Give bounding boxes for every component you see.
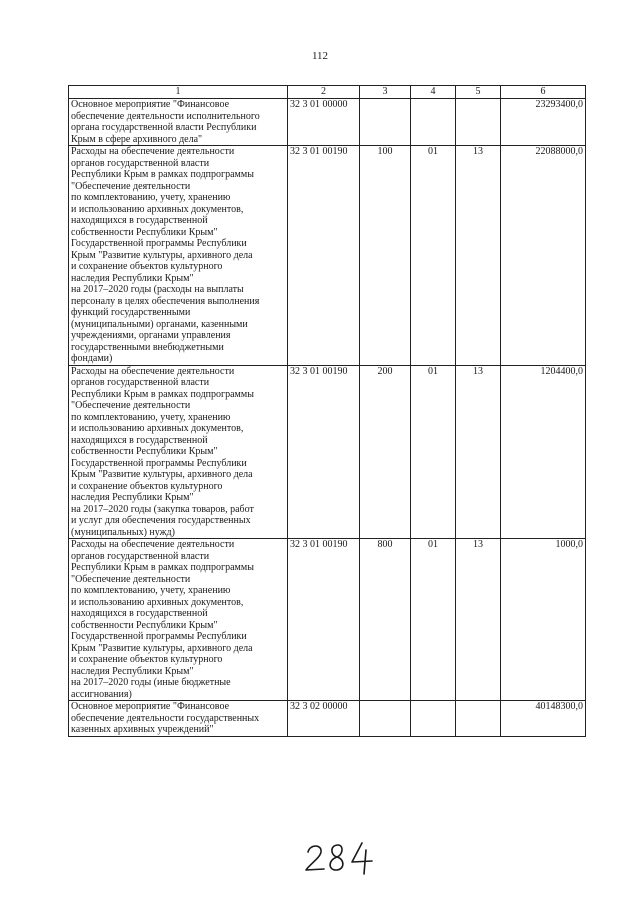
row-amount: 1000,0 <box>501 539 586 701</box>
table-row <box>69 365 586 539</box>
row-subsection: 13 <box>456 539 501 701</box>
table-row <box>69 701 586 737</box>
row-name-cell <box>69 365 288 539</box>
row-subsection <box>456 701 501 737</box>
header-cell-4: 4 <box>411 86 456 99</box>
row-expense-type <box>360 701 411 737</box>
table-row <box>69 146 586 366</box>
row-expense-type: 200 <box>360 365 411 539</box>
table-header-row <box>69 86 586 99</box>
row-name-cell <box>69 539 288 701</box>
row-amount: 40148300,0 <box>501 701 586 737</box>
row-code: 32 3 01 00190 <box>288 146 360 366</box>
budget-table <box>68 85 586 737</box>
row-name-cell <box>69 701 288 737</box>
header-cell-5: 5 <box>456 86 501 99</box>
row-name: Расходы на обеспечение деятельности органов государственной власти Республики Крым в рамках подпрограммы "Обеспечение деятельности по комплектованию, учету, хранению и использованию архивных документов, находящихся в государственной собственности Республики Крым" Государственной программы Республики Крым "Развитие культуры, архивного дела и сохранение объектов культурного наследия Республики Крым" на 2017–2020 годы (расходы на выплаты персоналу в целях обеспечения выполнения функций государственными (муниципальными) органами, казенными учреждениями, органами управления государственными внебюджетными фондами) <box>71 146 260 364</box>
row-section: 01 <box>411 146 456 366</box>
table-row <box>69 99 586 146</box>
row-name: Расходы на обеспечение деятельности органов государственной власти Республики Крым в рамках подпрограммы "Обеспечение деятельности по комплектованию, учету, хранению и использованию архивных документов, находящихся в государственной собственности Республики Крым" Государственной программы Республики Крым "Развитие культуры, архивного дела и сохранение объектов культурного наследия Республики Крым" на 2017–2020 годы (иные бюджетные ассигнования) <box>71 539 254 700</box>
header-cell-1: 1 <box>69 86 288 99</box>
row-section <box>411 99 456 146</box>
handwritten-page-number <box>300 838 380 878</box>
row-code: 32 3 01 00000 <box>288 99 360 146</box>
row-subsection: 13 <box>456 146 501 366</box>
row-expense-type: 800 <box>360 539 411 701</box>
table-row <box>69 539 586 701</box>
header-cell-2: 2 <box>288 86 360 99</box>
row-subsection: 13 <box>456 365 501 539</box>
header-cell-6: 6 <box>501 86 586 99</box>
row-amount: 23293400,0 <box>501 99 586 146</box>
row-name: Основное мероприятие "Финансовое обеспечение деятельности исполнительного органа государственной власти Республики Крым в сфере архивного дела" <box>71 99 260 145</box>
row-name: Расходы на обеспечение деятельности органов государственной власти Республики Крым в рамках подпрограммы "Обеспечение деятельности по комплектованию, учету, хранению и использованию архивных документов, находящихся в государственной собственности Республики Крым" Государственной программы Республики Крым "Развитие культуры, архивного дела и сохранение объектов культурного наследия Республики Крым" на 2017–2020 годы (закупка товаров, работ и услуг для обеспечения государственных (муниципальных) нужд) <box>71 365 254 538</box>
row-subsection <box>456 99 501 146</box>
row-code: 32 3 01 00190 <box>288 539 360 701</box>
row-name-cell <box>69 99 288 146</box>
row-name: Основное мероприятие "Финансовое обеспечение деятельности государственных казенных архивных учреждений" <box>71 701 260 735</box>
header-cell-3: 3 <box>360 86 411 99</box>
row-amount: 22088000,0 <box>501 146 586 366</box>
row-section: 01 <box>411 365 456 539</box>
page-number: 112 <box>311 50 329 62</box>
row-name-cell <box>69 146 288 366</box>
row-section: 01 <box>411 539 456 701</box>
row-amount: 1204400,0 <box>501 365 586 539</box>
row-code: 32 3 02 00000 <box>288 701 360 737</box>
row-code: 32 3 01 00190 <box>288 365 360 539</box>
row-expense-type: 100 <box>360 146 411 366</box>
row-section <box>411 701 456 737</box>
row-expense-type <box>360 99 411 146</box>
